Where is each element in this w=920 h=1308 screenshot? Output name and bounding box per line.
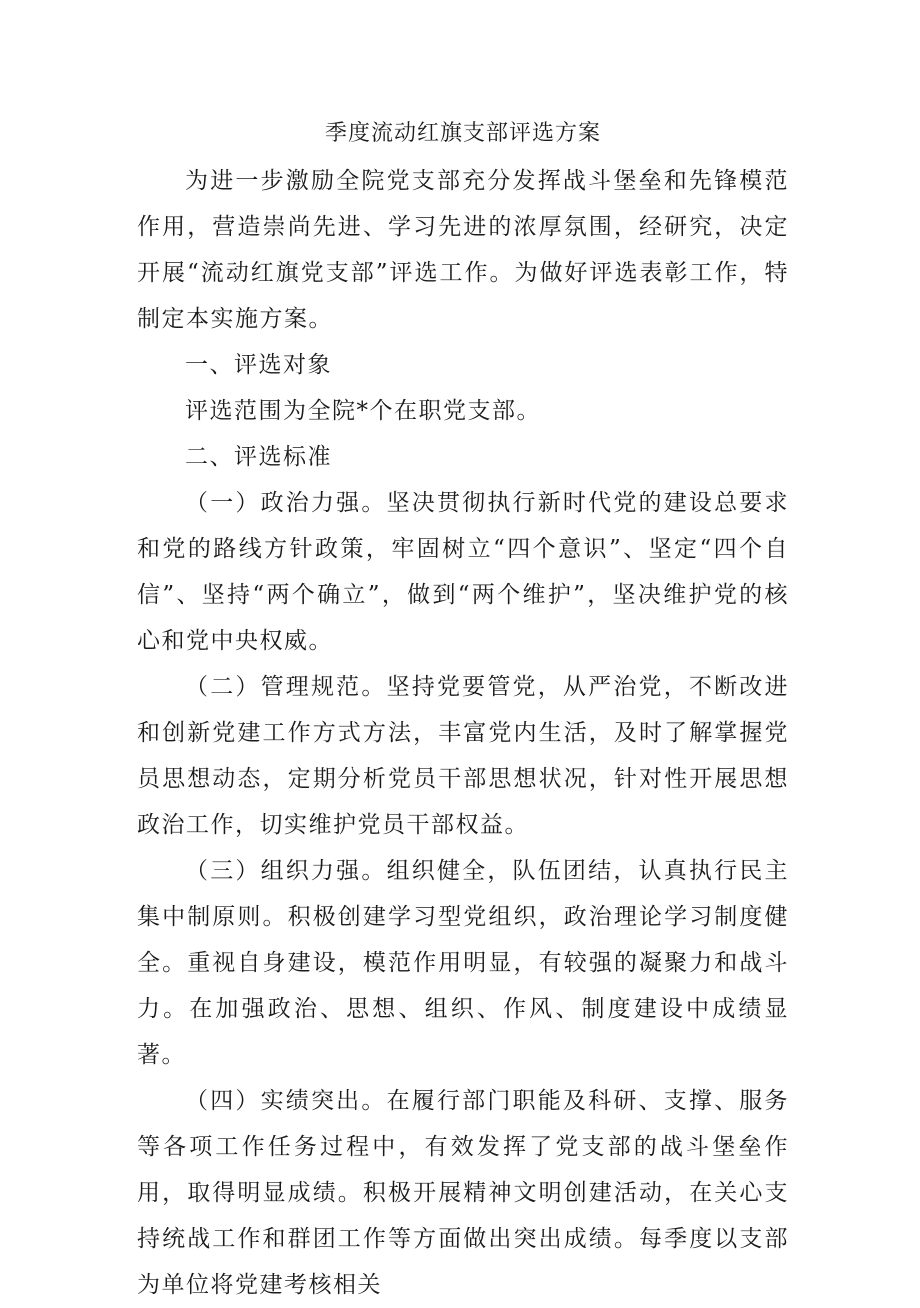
criteria-item-political: （一）政治力强。坚决贯彻执行新时代党的建设总要求和党的路线方针政策，牢固树立“四个意识”、坚定“四个自信”、坚持“两个确立”，做到“两个维护”，坚决维护党的核心和党中央权威。: [137, 490, 789, 654]
section-text-targets: 评选范围为全院*个在职党支部。: [185, 398, 541, 424]
section-heading-targets: 一、评选对象: [185, 352, 332, 378]
document-page: [137, 112, 789, 1308]
section-heading-criteria: 二、评选标准: [185, 444, 332, 470]
document-title: 季度流动红旗支部评选方案: [324, 121, 601, 146]
criteria-item-performance: （四）实绩突出。在履行部门职能及科研、支撑、服务等各项工作任务过程中，有效发挥了党支部的战斗堡垒作用，取得明显成绩。积极开展精神文明创建活动，在关心支持统战工作和群团工作等方面做出突出成绩。每季度以支部为单位将党建考核相关: [137, 1088, 789, 1298]
intro-paragraph: 为进一步激励全院党支部充分发挥战斗堡垒和先锋模范作用，营造崇尚先进、学习先进的浓厚氛围，经研究，决定开展“流动红旗党支部”评选工作。为做好评选表彰工作，特制定本实施方案。: [137, 168, 789, 332]
criteria-item-organization: （三）组织力强。组织健全，队伍团结，认真执行民主集中制原则。积极创建学习型党组织，政治理论学习制度健全。重视自身建设，模范作用明显，有较强的凝聚力和战斗力。在加强政治、思想、组织、作风、制度建设中成绩显著。: [137, 858, 789, 1068]
criteria-item-management: （二）管理规范。坚持党要管党，从严治党，不断改进和创新党建工作方式方法，丰富党内生活，及时了解掌握党员思想动态，定期分析党员干部思想状况，针对性开展思想政治工作，切实维护党员干部权益。: [137, 674, 789, 838]
